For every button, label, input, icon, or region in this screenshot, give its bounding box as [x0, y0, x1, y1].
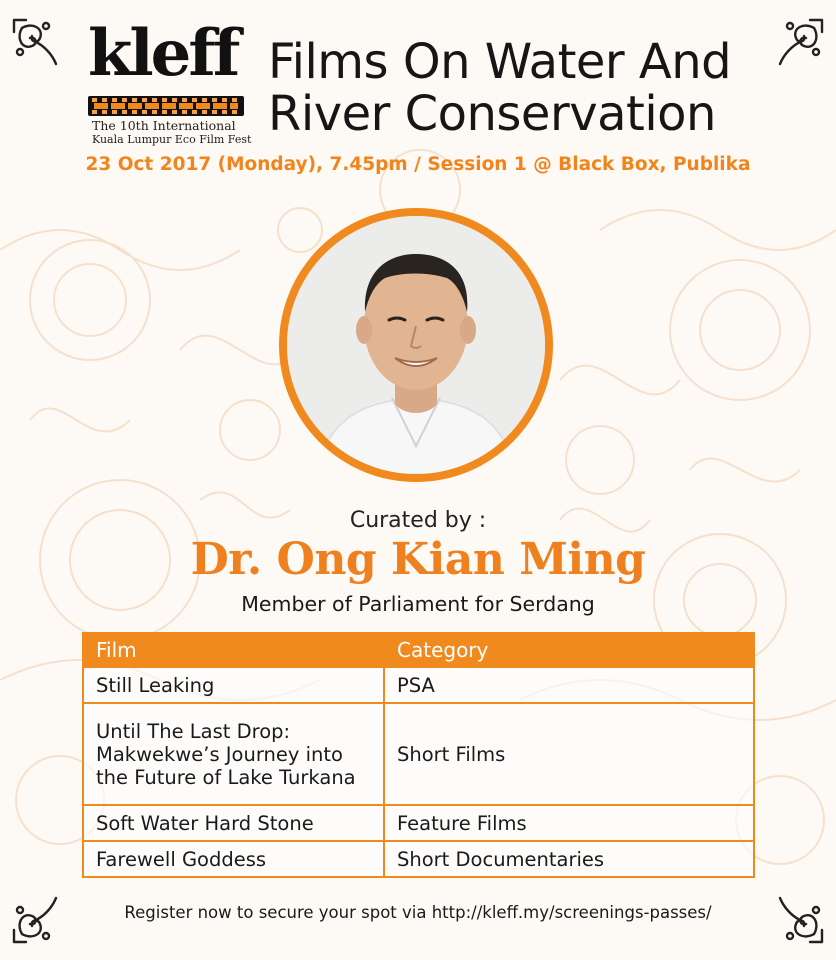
film-title-cell: Farewell Goddess: [83, 841, 384, 877]
corner-ornament-icon: [10, 16, 62, 68]
page-title: [268, 36, 768, 140]
table-row: [83, 703, 754, 805]
logo-wordmark: kleff: [88, 16, 238, 91]
film-category-cell: Short Documentaries: [384, 841, 754, 877]
kleff-logo: [88, 16, 252, 146]
corner-ornament-icon: [774, 16, 826, 68]
curated-by-label: Curated by :: [349, 508, 487, 533]
film-title-cell: Still Leaking: [83, 667, 384, 703]
column-header-film: Film: [83, 633, 384, 667]
film-category-cell: PSA: [384, 667, 754, 703]
film-title-cell: Until The Last Drop: Makwekwe’s Journey into the Future of Lake Turkana: [83, 703, 384, 805]
logo-edition: The 10th International: [92, 118, 236, 133]
table-row: [83, 805, 754, 841]
column-header-category: Category: [384, 633, 754, 667]
table-header-row: [83, 633, 754, 667]
curator-role: Member of Parliament for Serdang: [241, 592, 595, 616]
film-table: [82, 632, 755, 878]
title-line-2: River Conservation: [268, 86, 716, 142]
filmstrip-graphic: [88, 96, 244, 116]
session-details: 23 Oct 2017 (Monday), 7.45pm / Session 1 @ Black Box, Publika: [85, 154, 751, 175]
table-row: [83, 841, 754, 877]
curator-portrait: [287, 216, 545, 474]
film-category-cell: Feature Films: [384, 805, 754, 841]
registration-note: Register now to secure your spot via http://kleff.my/screenings-passes/: [124, 903, 712, 922]
film-category-cell: Short Films: [384, 703, 754, 805]
table-row: [83, 667, 754, 703]
curator-name: Dr. Ong Kian Ming: [190, 534, 646, 585]
logo-festival-name: Kuala Lumpur Eco Film Fest: [92, 133, 252, 146]
title-line-1: Films On Water And: [268, 34, 732, 90]
film-title-cell: Soft Water Hard Stone: [83, 805, 384, 841]
curator-portrait-frame: [279, 208, 553, 482]
